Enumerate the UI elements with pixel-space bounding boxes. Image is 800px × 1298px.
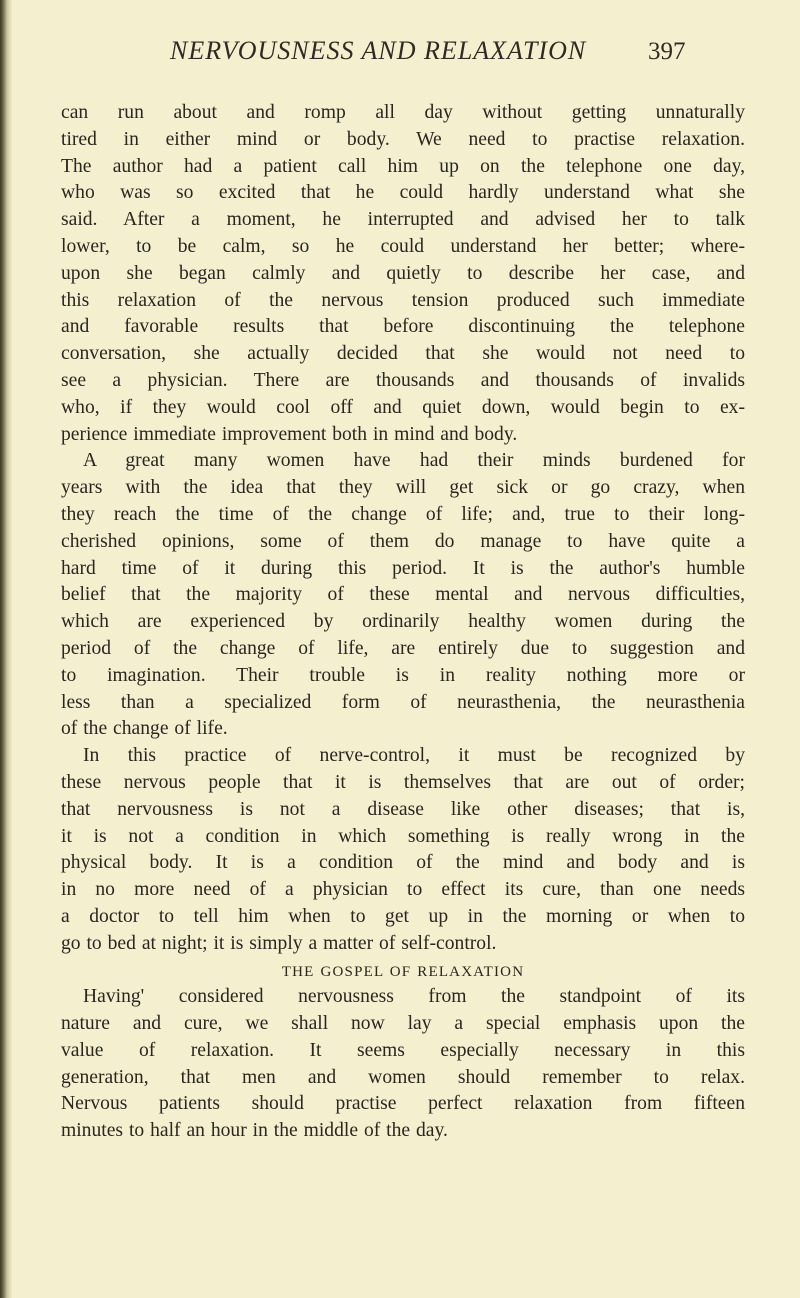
text-line: lower, to be calm, so he could understand her better; where- xyxy=(61,235,745,257)
text-line: and favorable results that before discontinuing the telephone xyxy=(61,316,745,338)
text-line: a doctor to tell him when to get up in the morning or when to xyxy=(61,905,745,927)
text-line: In this practice of nerve-control, it must be recognized by xyxy=(83,745,745,767)
body-text xyxy=(61,100,745,1145)
page-number: 397 xyxy=(648,38,686,65)
text-line: to imagination. Their trouble is in reality nothing more or xyxy=(61,664,745,686)
text-line: minutes to half an hour in the middle of the day. xyxy=(61,1120,448,1142)
text-line: Nervous patients should practise perfect relaxation from fifteen xyxy=(61,1093,745,1115)
text-line: which are experienced by ordinarily healthy women during the xyxy=(61,611,745,633)
text-line: The author had a patient call him up on the telephone one day, xyxy=(61,155,745,177)
text-line: said. After a moment, he interrupted and advised her to talk xyxy=(61,209,745,231)
book-binding-gutter xyxy=(0,0,12,1298)
text-line: generation, that men and women should remember to relax. xyxy=(61,1066,745,1088)
text-line: physical body. It is a condition of the mind and body and is xyxy=(61,852,745,874)
text-line: less than a specialized form of neurasthenia, the neurasthenia xyxy=(61,691,745,713)
text-line: see a physician. There are thousands and thousands of invalids xyxy=(61,369,745,391)
text-line: that nervousness is not a disease like other diseases; that is, xyxy=(61,798,745,820)
text-line: A great many women have had their minds burdened for xyxy=(83,450,745,472)
text-line: perience immediate improvement both in mind and body. xyxy=(61,423,518,445)
text-line: in no more need of a physician to effect its cure, than one needs xyxy=(61,879,745,901)
text-line: who, if they would cool off and quiet down, would begin to ex- xyxy=(61,396,745,418)
text-line: belief that the majority of these mental and nervous difficulties, xyxy=(61,584,745,606)
text-line: of the change of life. xyxy=(61,718,228,740)
running-head-title: NERVOUSNESS AND RELAXATION xyxy=(170,36,587,65)
paragraph-2 xyxy=(61,448,745,743)
text-line: conversation, she actually decided that she would not need to xyxy=(61,343,745,365)
text-line: tired in either mind or body. We need to practise relaxation. xyxy=(61,128,745,150)
text-line: period of the change of life, are entirely due to suggestion and xyxy=(61,637,745,659)
text-line: who was so excited that he could hardly understand what she xyxy=(61,182,745,204)
text-line: years with the idea that they will get sick or go crazy, when xyxy=(61,477,745,499)
paragraph-1 xyxy=(61,100,745,448)
text-line: they reach the time of the change of life; and, true to their long- xyxy=(61,503,745,525)
text-line: nature and cure, we shall now lay a special emphasis upon the xyxy=(61,1013,745,1035)
text-line: upon she began calmly and quietly to describe her case, and xyxy=(61,262,745,284)
text-line: it is not a condition in which something is really wrong in the xyxy=(61,825,745,847)
text-line: this relaxation of the nervous tension produced such immediate xyxy=(61,289,745,311)
text-line: hard time of it during this period. It is the author's humble xyxy=(61,557,745,579)
text-line: Having' considered nervousness from the standpoint of its xyxy=(83,986,745,1008)
text-line: cherished opinions, some of them do manage to have quite a xyxy=(61,530,745,552)
paragraph-4 xyxy=(61,984,745,1145)
text-line: these nervous people that it is themselves that are out of order; xyxy=(61,771,745,793)
paragraph-3 xyxy=(61,743,745,957)
text-line: go to bed at night; it is simply a matter of self-control. xyxy=(61,932,497,954)
running-head xyxy=(0,30,800,70)
text-line: can run about and romp all day without getting unnaturally xyxy=(61,102,745,123)
text-line: value of relaxation. It seems especially necessary in this xyxy=(61,1039,745,1061)
section-heading: THE GOSPEL OF RELAXATION xyxy=(281,963,525,980)
